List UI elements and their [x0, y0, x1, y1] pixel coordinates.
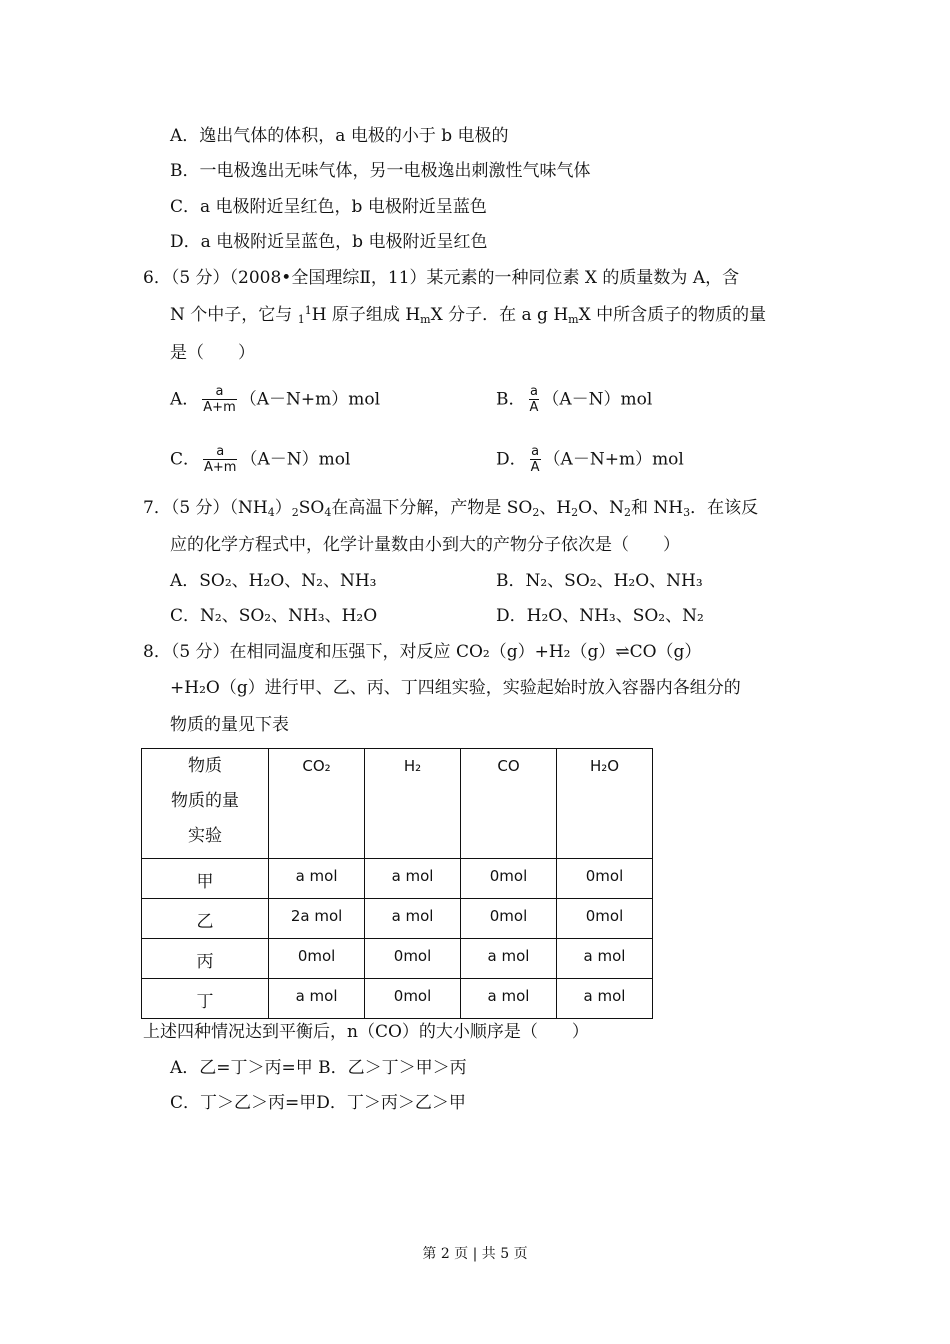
table-cell: 0mol — [269, 939, 365, 979]
header-h2o: H₂O — [556, 749, 652, 859]
row-label: 乙 — [142, 899, 269, 939]
q5-option-b: B．一电极逸出无味气体，另一电极逸出刺激性气味气体 — [170, 161, 591, 181]
q5-option-d: D．a 电极附近呈蓝色，b 电极附近呈红色 — [170, 232, 488, 252]
q6-stem-line1: 6．（5 分）（2008•全国理综Ⅱ，11）某元素的一种同位素 X 的质量数为 A，含 — [143, 268, 740, 288]
row-label: 丙 — [142, 939, 269, 979]
header-co: CO — [461, 749, 557, 859]
table-cell: a mol — [556, 939, 652, 979]
table-cell: a mol — [269, 859, 365, 899]
table-row — [142, 939, 653, 979]
q5-option-a: A．逸出气体的体积，a 电极的小于 b 电极的 — [170, 126, 509, 146]
table-cell: 0mol — [365, 979, 461, 1019]
q7-option-b: B．N₂、SO₂、H₂O、NH₃ — [496, 571, 703, 591]
row-label: 丁 — [142, 979, 269, 1019]
table-cell: 0mol — [461, 859, 557, 899]
corner-label-experiment: 实验 — [188, 826, 223, 846]
row-label: 甲 — [142, 859, 269, 899]
table-cell: 0mol — [365, 939, 461, 979]
table-cell: 2a mol — [269, 899, 365, 939]
q8-options-cd: C．丁＞乙＞丙=甲D．丁＞丙＞乙＞甲 — [170, 1093, 466, 1113]
q8-data-table — [141, 748, 653, 1019]
table-corner-cell — [142, 749, 269, 859]
table-cell: a mol — [461, 939, 557, 979]
table-row — [142, 979, 653, 1019]
table-cell: 0mol — [556, 859, 652, 899]
q7-option-c: C．N₂、SO₂、NH₃、H₂O — [170, 606, 378, 626]
q8-stem-line3: 物质的量见下表 — [170, 715, 289, 735]
table-row — [142, 859, 653, 899]
table-header-row — [142, 749, 653, 859]
table-cell: 0mol — [461, 899, 557, 939]
table-cell: a mol — [461, 979, 557, 1019]
corner-label-substance: 物质 — [188, 756, 223, 776]
q7-option-d: D．H₂O、NH₃、SO₂、N₂ — [496, 606, 704, 626]
q6-option-c: C． $\frac{a}{A+m}$ （A－N）mol — [170, 444, 351, 475]
q6-option-b: B． $\frac{a}{A}$ （A－N）mol — [496, 384, 653, 415]
header-co2: CO₂ — [269, 749, 365, 859]
q7-stem-line1: 7．（5 分）$(NH_4)_2SO_4$在高温下分解，产物是 $SO_2$、$H_2O$、$N_2$和 $NH_3$．在该反 — [143, 498, 759, 519]
q8-followup: 上述四种情况达到平衡后，n（CO）的大小顺序是（ ） — [143, 1022, 589, 1042]
page-footer: 第 2 页 | 共 5 页 — [422, 1246, 528, 1262]
q6-stem-line2: N 个中子，它与 $_1^1$H 原子组成 $H_mX$ 分子．在 a g $H_mX$ 中所含质子的物质的量 — [170, 304, 767, 326]
q6-option-d: D． $\frac{a}{A}$ （A－N+m）mol — [496, 444, 684, 475]
q7-stem-line2: 应的化学方程式中，化学计量数由小到大的产物分子依次是（ ） — [170, 535, 680, 555]
q8-stem-line1: 8．（5 分）在相同温度和压强下，对反应 CO₂（g）+H₂（g）⇌CO（g） — [143, 642, 702, 662]
header-h2: H₂ — [365, 749, 461, 859]
table-row — [142, 899, 653, 939]
q8-stem-line2: +H₂O（g）进行甲、乙、丙、丁四组实验，实验起始时放入容器内各组分的 — [170, 678, 741, 698]
q8-options-ab: A．乙=丁＞丙=甲 B．乙＞丁＞甲＞丙 — [170, 1058, 467, 1078]
table-cell: a mol — [365, 899, 461, 939]
q6-option-a: A． $\frac{a}{A+m}$ （A－N+m）mol — [170, 384, 381, 415]
table-cell: 0mol — [556, 899, 652, 939]
corner-label-amount: 物质的量 — [171, 791, 240, 811]
q6-stem-line3: 是（ ） — [170, 343, 255, 363]
table-cell: a mol — [269, 979, 365, 1019]
q5-option-c: C．a 电极附近呈红色，b 电极附近呈蓝色 — [170, 197, 487, 217]
q7-option-a: A．SO₂、H₂O、N₂、NH₃ — [170, 571, 377, 591]
table-cell: a mol — [365, 859, 461, 899]
table-cell: a mol — [556, 979, 652, 1019]
